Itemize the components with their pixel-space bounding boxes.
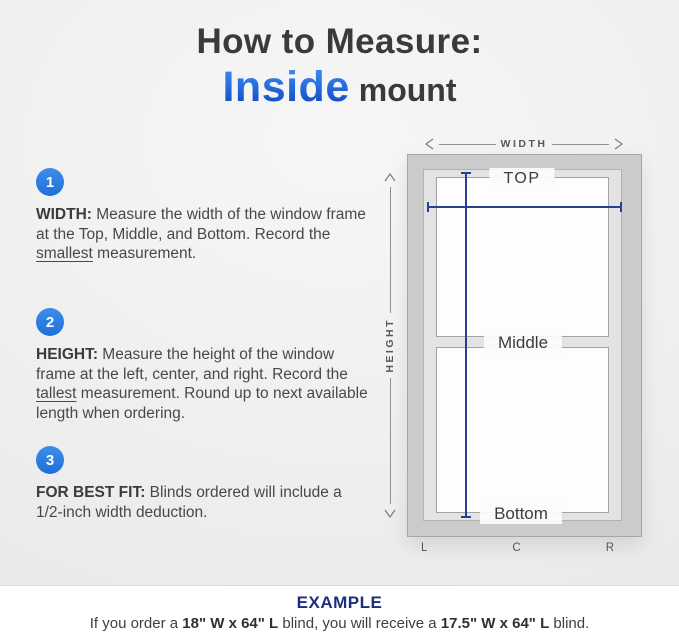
example-heading: EXAMPLE	[296, 593, 383, 612]
step-width-underlined: smallest	[36, 245, 93, 262]
step-number-badge-2: 2	[36, 308, 64, 336]
window-diagram	[380, 132, 672, 592]
example-received-size: 17.5" W x 64" L	[440, 615, 550, 632]
example-ordered-size: 18" W x 64" L	[182, 615, 279, 632]
step-width-lead: WIDTH:	[36, 206, 92, 223]
label-right: R	[605, 542, 615, 554]
example-text-2: blind, you will receive a	[278, 615, 441, 632]
arrow-down-icon	[384, 509, 396, 518]
example-text-3: blind.	[549, 615, 590, 632]
step-height-text	[36, 345, 372, 423]
example-section	[0, 585, 679, 642]
height-arrow-line-top	[390, 187, 391, 313]
title-line1: How to Measure:	[196, 22, 483, 61]
step-best-fit	[36, 446, 372, 522]
height-arrow-label: HEIGHT	[384, 318, 396, 373]
label-top: TOP	[489, 168, 554, 189]
arrow-left-icon	[425, 138, 434, 150]
arrow-right-icon	[614, 138, 623, 150]
page-title	[0, 0, 679, 113]
step-width-tail: measurement.	[92, 245, 197, 262]
label-bottom: Bottom	[480, 503, 562, 524]
example-text-1: If you order a	[89, 615, 183, 632]
step-width	[36, 168, 372, 264]
step-height-underlined: tallest	[36, 385, 77, 402]
step-height-tail: measurement. Round up to next available length when ordering.	[36, 385, 368, 422]
title-accent-inside: Inside	[222, 63, 350, 112]
width-measure-line	[427, 206, 622, 208]
window-pane-lower	[436, 347, 609, 513]
lcr-labels	[421, 542, 615, 554]
step-height-body: Measure the height of the window frame at the left, center, and right. Record the	[36, 346, 348, 383]
step-width-body: Measure the width of the window frame at the Top, Middle, and Bottom. Record the	[36, 206, 366, 243]
step-number-badge-3: 3	[36, 446, 64, 474]
label-middle: Middle	[484, 332, 562, 353]
window-pane-upper	[436, 177, 609, 337]
step-height	[36, 308, 372, 423]
arrow-up-icon	[384, 173, 396, 182]
height-arrow	[382, 173, 398, 518]
height-arrow-line-bottom	[390, 378, 391, 504]
title-mount: mount	[358, 72, 457, 109]
label-left: L	[421, 542, 429, 554]
example-body	[0, 615, 679, 632]
width-arrow-line-left	[439, 144, 496, 145]
width-arrow	[425, 136, 623, 152]
step-number-badge-1: 1	[36, 168, 64, 196]
step-width-text	[36, 205, 372, 264]
step-best-fit-body: Blinds ordered will include a 1/2-inch width deduction.	[36, 484, 342, 521]
height-measure-line	[465, 172, 467, 518]
width-arrow-label: WIDTH	[500, 138, 548, 150]
label-center: C	[512, 542, 522, 554]
step-best-fit-text	[36, 483, 372, 522]
title-line2	[0, 63, 679, 112]
width-arrow-line-right	[552, 144, 609, 145]
step-height-lead: HEIGHT:	[36, 346, 98, 363]
steps-list	[36, 168, 376, 548]
step-best-fit-lead: FOR BEST FIT:	[36, 484, 146, 501]
